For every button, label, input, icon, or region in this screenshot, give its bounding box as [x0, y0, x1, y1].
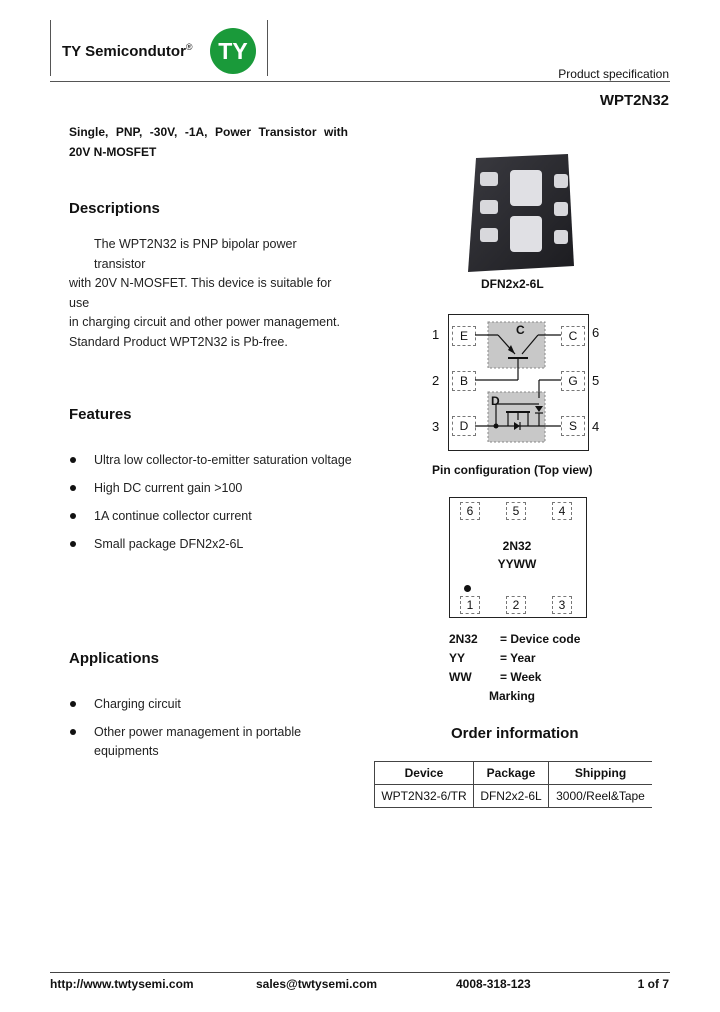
feature-item: Small package DFN2x2-6L	[94, 537, 244, 551]
package-pad	[554, 174, 568, 188]
legend-value: = Year	[500, 651, 536, 665]
feature-item: 1A continue collector current	[94, 509, 252, 523]
order-table	[374, 761, 652, 808]
package-image	[458, 152, 578, 274]
pinout-caption: Pin configuration (Top view)	[432, 463, 593, 477]
doc-type: Product specification	[558, 67, 669, 81]
legend-key: 2N32	[449, 632, 478, 646]
legend-value: = Week	[500, 670, 542, 684]
subtitle-line1: Single, PNP, -30V, -1A, Power Transistor with	[69, 125, 348, 139]
marking-code: 2N32	[502, 539, 532, 553]
table-row	[375, 785, 653, 808]
marking-pin-top: 6	[460, 502, 480, 520]
features-heading: Features	[69, 406, 132, 423]
pin-pad-d: D	[452, 416, 476, 436]
drain-label: D	[491, 394, 500, 408]
order-col-device: Device	[375, 762, 474, 785]
pin-pad-c: C	[561, 326, 585, 346]
feature-item: Ultra low collector-to-emitter saturation voltage	[94, 453, 352, 467]
collector-label: C	[516, 323, 525, 337]
bullet-icon	[70, 513, 76, 519]
package-label: DFN2x2-6L	[481, 277, 544, 291]
pin-number-left: 3	[432, 419, 440, 434]
package-pad	[554, 202, 568, 216]
pin-number-right: 4	[592, 419, 600, 434]
pin-pad-b: B	[452, 371, 476, 391]
marking-pin-bottom: 2	[506, 596, 526, 614]
order-header-row	[375, 762, 653, 785]
descriptions-line: with 20V N-MOSFET. This device is suitable for use	[69, 276, 332, 310]
company-logo: TY	[210, 28, 256, 74]
descriptions-heading: Descriptions	[69, 200, 160, 217]
application-item: equipments	[94, 744, 159, 758]
marking-pin-top: 5	[506, 502, 526, 520]
footer-website-link[interactable]: http://www.twtysemi.com	[50, 977, 194, 991]
package-pad	[480, 228, 498, 242]
header-rule	[50, 81, 670, 82]
descriptions-line: The WPT2N32 is PNP bipolar power transistor	[94, 237, 297, 271]
feature-item: High DC current gain >100	[94, 481, 243, 495]
legend-key: YY	[449, 651, 466, 665]
applications-heading: Applications	[69, 650, 160, 667]
descriptions-line: Standard Product WPT2N32 is Pb-free.	[69, 334, 288, 349]
pin-number-right: 5	[592, 373, 600, 388]
bullet-icon	[70, 701, 76, 707]
marking-date-code: YYWW	[497, 557, 537, 571]
order-package: DFN2x2-6L	[474, 785, 549, 808]
pin-pad-g: G	[561, 371, 585, 391]
header-left-divider	[50, 20, 51, 76]
order-device: WPT2N32-6/TR	[375, 785, 474, 808]
order-shipping: 3000/Reel&Tape	[549, 785, 653, 808]
descriptions-line: in charging circuit and other power management.	[69, 315, 340, 329]
footer-page-number: 1 of 7	[637, 977, 669, 991]
application-item: Other power management in portable	[94, 725, 302, 739]
marking-caption: Marking	[489, 689, 536, 703]
subtitle-line2: 20V N-MOSFET	[69, 145, 157, 159]
marking-pin-top: 4	[552, 502, 572, 520]
bullet-icon	[70, 485, 76, 491]
package-pad	[480, 200, 498, 214]
pin-pad-e: E	[452, 326, 476, 346]
order-heading: Order information	[451, 725, 579, 742]
package-pad-large	[510, 216, 542, 252]
legend-key: WW	[449, 670, 472, 684]
pin1-dot-icon	[464, 585, 471, 592]
package-pad-large	[510, 170, 542, 206]
bullet-icon	[70, 541, 76, 547]
marking-pin-bottom: 1	[460, 596, 480, 614]
footer-phone: 4008-318-123	[456, 977, 531, 991]
application-item: Charging circuit	[94, 697, 181, 711]
order-col-shipping: Shipping	[549, 762, 653, 785]
company-name: TY Semicondutor®	[62, 42, 193, 60]
part-number: WPT2N32	[599, 92, 669, 109]
descriptions-body	[69, 235, 349, 352]
footer-email-link[interactable]: sales@twtysemi.com	[256, 977, 378, 991]
order-col-package: Package	[474, 762, 549, 785]
header-right-divider	[267, 20, 268, 76]
footer-rule	[50, 972, 670, 973]
package-pad	[554, 230, 568, 244]
marking-pin-bottom: 3	[552, 596, 572, 614]
package-pad	[480, 172, 498, 186]
legend-value: = Device code	[500, 632, 581, 646]
pin-number-right: 6	[592, 325, 600, 340]
pin-number-left: 1	[432, 327, 440, 342]
bullet-icon	[70, 457, 76, 463]
bullet-icon	[70, 729, 76, 735]
pin-number-left: 2	[432, 373, 440, 388]
pin-pad-s: S	[561, 416, 585, 436]
